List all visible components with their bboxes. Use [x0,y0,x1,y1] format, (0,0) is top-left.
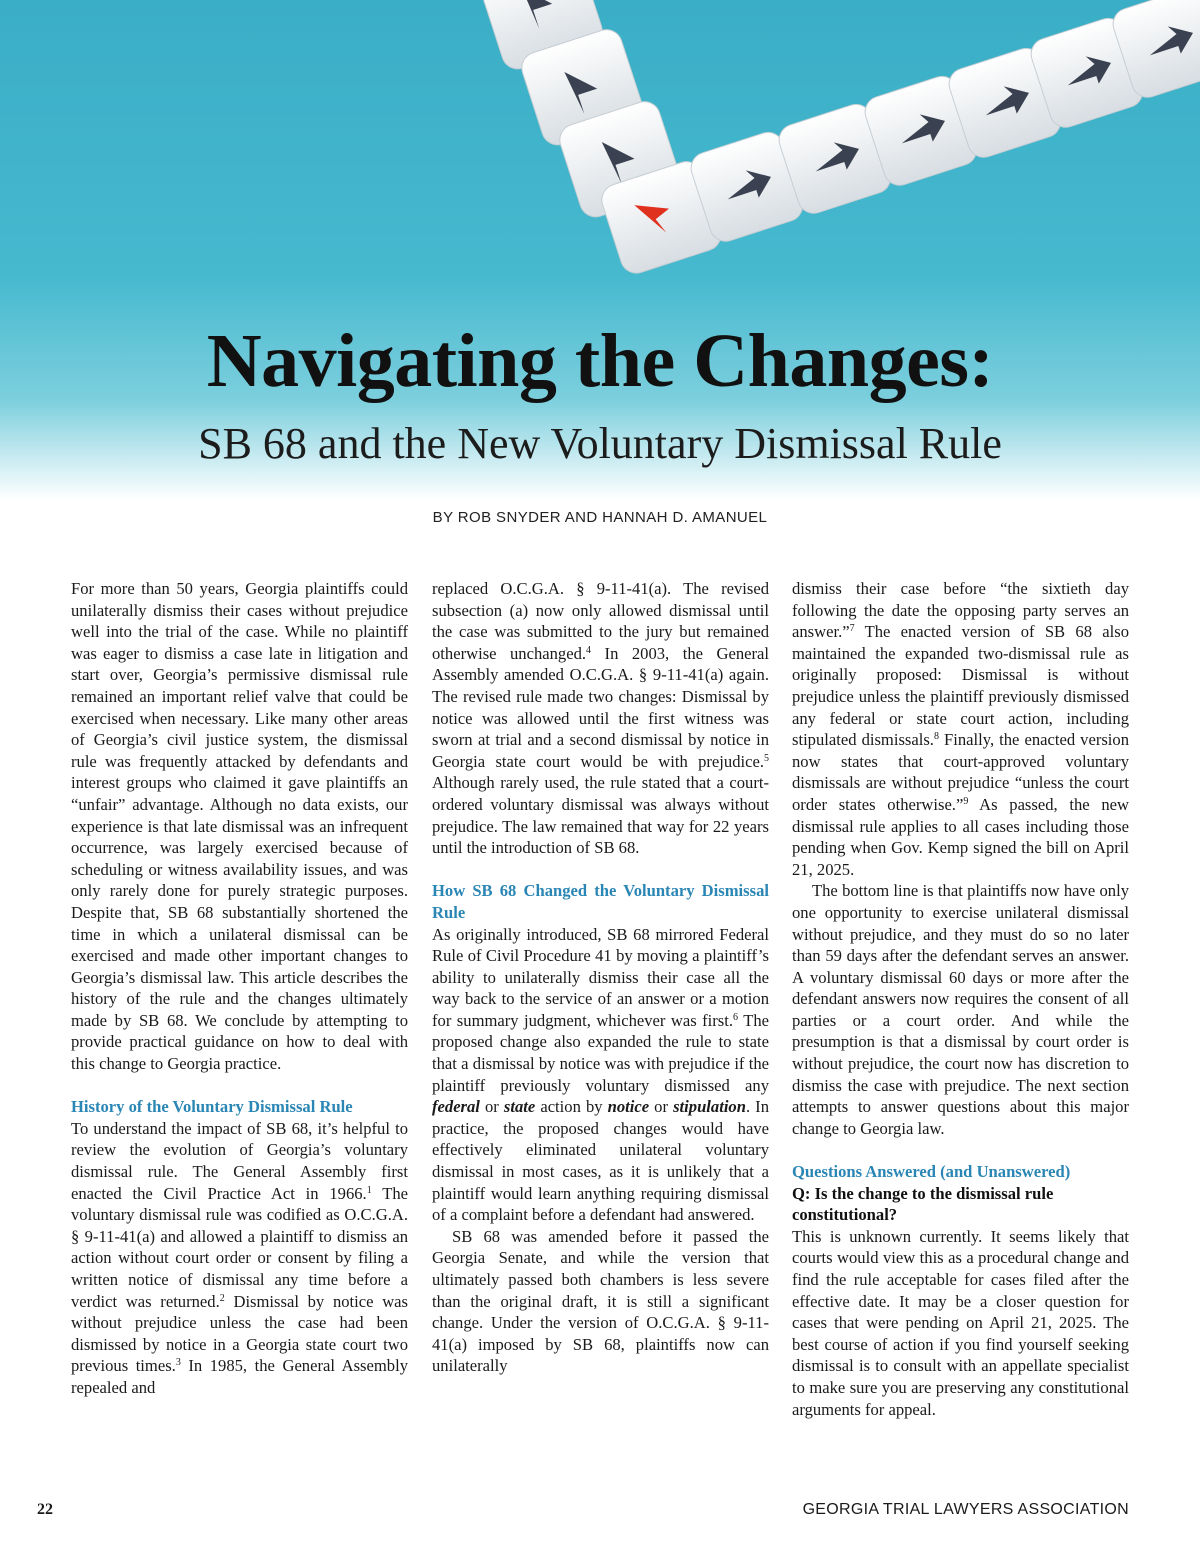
footnote-marker: 1 [366,1184,372,1196]
question-heading: Q: Is the change to the dismissal rule constitutional? [792,1183,1054,1225]
section-heading: How SB 68 Changed the Voluntary Dismissal Rule [432,881,769,922]
paragraph: SB 68 was amended before it passed the Georgia Senate, and while the version that ultimately passed both chambers is less severe than the original draft, it is still a significant change. Under the version of O.C.G.A. § 9-11-41(a) imposed by SB 68, plaintiffs now can unilaterally [432,1226,769,1376]
article-title: Navigating the Changes: [206,319,994,403]
paragraph: This is unknown currently. It seems likely that courts would view this as a procedural change and find the rule acceptable for cases filed after the effective date. It may be a closer question for cases that were pending on April 21, 2025. The best course of action if you find yourself seeking dismissal is to consult with an appellate specialist to make sure you are preserving any constitutional arguments for appeal. [792,1226,1129,1419]
footnote-marker: 7 [849,623,855,635]
page-number: 22 [37,1501,53,1518]
article-subtitle: SB 68 and the New Voluntary Dismissal Rule [198,419,1002,468]
section-heading: History of the Voluntary Dismissal Rule [71,1097,353,1117]
publication-name: GEORGIA TRIAL LAWYERS ASSOCIATION [802,1501,1129,1518]
section-heading: Questions Answered (and Unanswered) [792,1162,1071,1182]
paragraph: For more than 50 years, Georgia plaintiffs could unilaterally dismiss their cases without prejudice well into the trial of the case. While no plaintiff was eager to dismiss a case late in litigation and start over, Georgia’s permissive dismissal rule remained an important relief valve that could be exercised when necessary. Like many other areas of Georgia’s civil justice system, the dismissal rule was frequently attacked by defendants and interest groups who claimed it gave plaintiffs an “unfair” advantage. Although no data exists, our experience is that late dismissal was an infrequent occurrence, was largely exercised because of scheduling or witness availability issues, and was only rarely done for purely strategic purposes. Despite that, SB 68 substantially shortened the time in which a unilateral dismissal can be exercised and made other important changes to Georgia’s dismissal law. This article describes the history of the rule and the changes ultimately made by SB 68. We conclude by attempting to provide practical guidance on how to deal with this change to Georgia practice. [71,579,408,1074]
footnote-marker: 2 [219,1292,225,1304]
footnote-marker: 5 [764,752,769,764]
article-column-2 [432,578,769,1377]
footnote-marker: 6 [733,1011,739,1023]
paragraph: dismiss their case before “the sixtieth day following the date the opposing party serves an answer.”$^7$ The enacted version of SB 68 also maintained the expanded two-dismissal rule as originally proposed: Dismissal is without prejudice unless the plaintiff previously dismissed any federal or state court action, including stipulated dismissals.$^8$ Finally, the enacted version now states that court-approved voluntary dismissals are without prejudice “unless the court order states otherwise.”$^9$ As passed, the new dismissal rule applies to all cases including those pending when Gov. Kemp signed the bill on April 21, 2025. [792,579,1130,879]
paragraph: To understand the impact of SB 68, it’s helpful to review the evolution of Georgia’s voluntary dismissal rule. The General Assembly first enacted the Civil Practice Act in 1966.$^1$ The voluntary dismissal rule was codified as O.C.G.A. § 9-11-41(a) and allowed a plaintiff to dismiss an action without court order or consent by filing a written notice of dismissal any time before a verdict was returned.$^2$ Dismissal by notice was without prejudice unless the case had been dismissed by notice in a Georgia state court two previous times.$^3$ In 1985, the General Assembly repealed and [71,1118,409,1397]
footnote-marker: 4 [586,644,592,656]
footnote-marker: 9 [963,795,969,807]
footnote-marker: 8 [933,731,939,743]
article-column-1 [71,578,408,1399]
dice-column [478,0,725,277]
byline: BY ROB SNYDER AND HANNAH D. AMANUEL [432,509,768,526]
paragraph: The bottom line is that plaintiffs now have only one opportunity to exercise unilateral dismissal without prejudice, and they must do so no later than 59 days after the defendant serves an answer. A voluntary dismissal 60 days or more after the defendant answers now requires the consent of all parties or a court order. And while the presumption is that a dismissal by court order is without prejudice, the court now has discretion to dismiss the case with prejudice. The next section attempts to answer questions about this major change to Georgia law. [792,881,1129,1138]
footnote-marker: 3 [175,1357,181,1369]
paragraph: replaced O.C.G.A. § 9-11-41(a). The revised subsection (a) now only allowed dismissal until the case was submitted to the jury but remained otherwise unchanged.$^4$ In 2003, the General Assembly amended O.C.G.A. § 9-11-41(a) again. The revised rule made two changes: Dismissal by notice was allowed until the first witness was sworn at trial and a second dismissal by notice in Georgia state court would be with prejudice.$^5$ Although rarely used, the rule stated that a court-ordered voluntary dismissal was always without prejudice. The law remained that way for 22 years until the introduction of SB 68. [432,579,769,858]
article-column-3 [792,578,1129,1420]
dice-row [687,0,1200,245]
paragraph: As originally introduced, SB 68 mirrored Federal Rule of Civil Procedure 41 by moving a plaintiff’s ability to unilaterally dismiss their case all the way back to the service of an answer or a motion for summary judgment, whichever was first.$^6$ The proposed change also expanded the rule to state that a dismissal by notice was with prejudice if the plaintiff previously voluntary dismissed any federal or state action by notice or stipulation. In practice, the proposed changes would have effectively eliminated unilateral voluntary dismissal in most cases, as it is unlikely that a plaintiff would learn anything requiring dismissal of a complaint before a defendant had answered. [432,924,770,1225]
